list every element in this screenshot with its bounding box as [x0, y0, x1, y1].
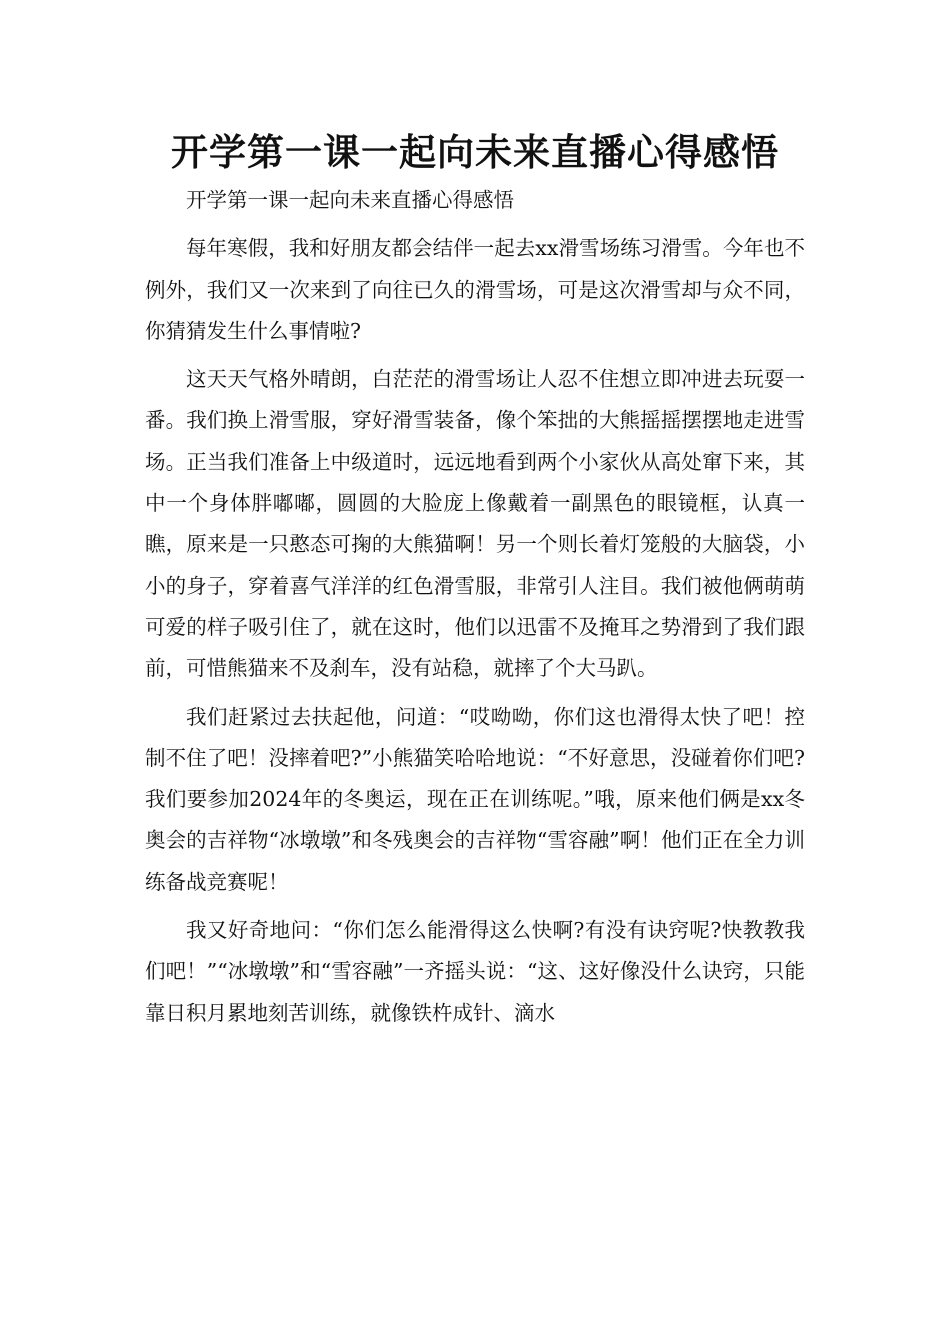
- paragraph: 我们赶紧过去扶起他，问道：“哎呦呦，你们这也滑得太快了吧！控制不住了吧！没摔着吧?”小熊猫笑哈哈地说：“不好意思，没碰着你们吧?我们要参加2024年的冬奥运，现在正在训练呢。”哦，原来他们俩是xx冬奥会的吉祥物“冰墩墩”和冬残奥会的吉祥物“雪容融”啊！他们正在全力训练备战竞赛呢！: [145, 704, 805, 894]
- document-body: [145, 180, 805, 1041]
- paragraph: 每年寒假，我和好朋友都会结伴一起去xx滑雪场练习滑雪。今年也不例外，我们又一次来到了向往已久的滑雪场，可是这次滑雪却与众不同，你猜猜发生什么事情啦?: [145, 236, 805, 343]
- paragraph: 我又好奇地问：“你们怎么能滑得这么快啊?有没有诀窍呢?快教教我们吧！”“冰墩墩”和“雪容融”一齐摇头说：“这、这好像没什么诀窍，只能靠日积月累地刻苦训练，就像铁杵成针、滴水: [145, 918, 805, 1025]
- paragraph: 这天天气格外晴朗，白茫茫的滑雪场让人忍不住想立即冲进去玩耍一番。我们换上滑雪服，穿好滑雪装备，像个笨拙的大熊摇摇摆摆地走进雪场。正当我们准备上中级道时，远远地看到两个小家伙从高处窜下来，其中一个身体胖嘟嘟，圆圆的大脸庞上像戴着一副黑色的眼镜框，认真一瞧，原来是一只憨态可掬的大熊猫啊！另一个则长着灯笼般的大脑袋，小小的身子，穿着喜气洋洋的红色滑雪服，非常引人注目。我们被他俩萌萌可爱的样子吸引住了，就在这时，他们以迅雷不及掩耳之势滑到了我们跟前，可惜熊猫来不及刹车，没有站稳，就摔了个大马趴。: [145, 367, 805, 681]
- paragraph: 开学第一课一起向未来直播心得感悟: [186, 188, 514, 212]
- document-title: 开学第一课一起向未来直播心得感悟: [171, 131, 779, 174]
